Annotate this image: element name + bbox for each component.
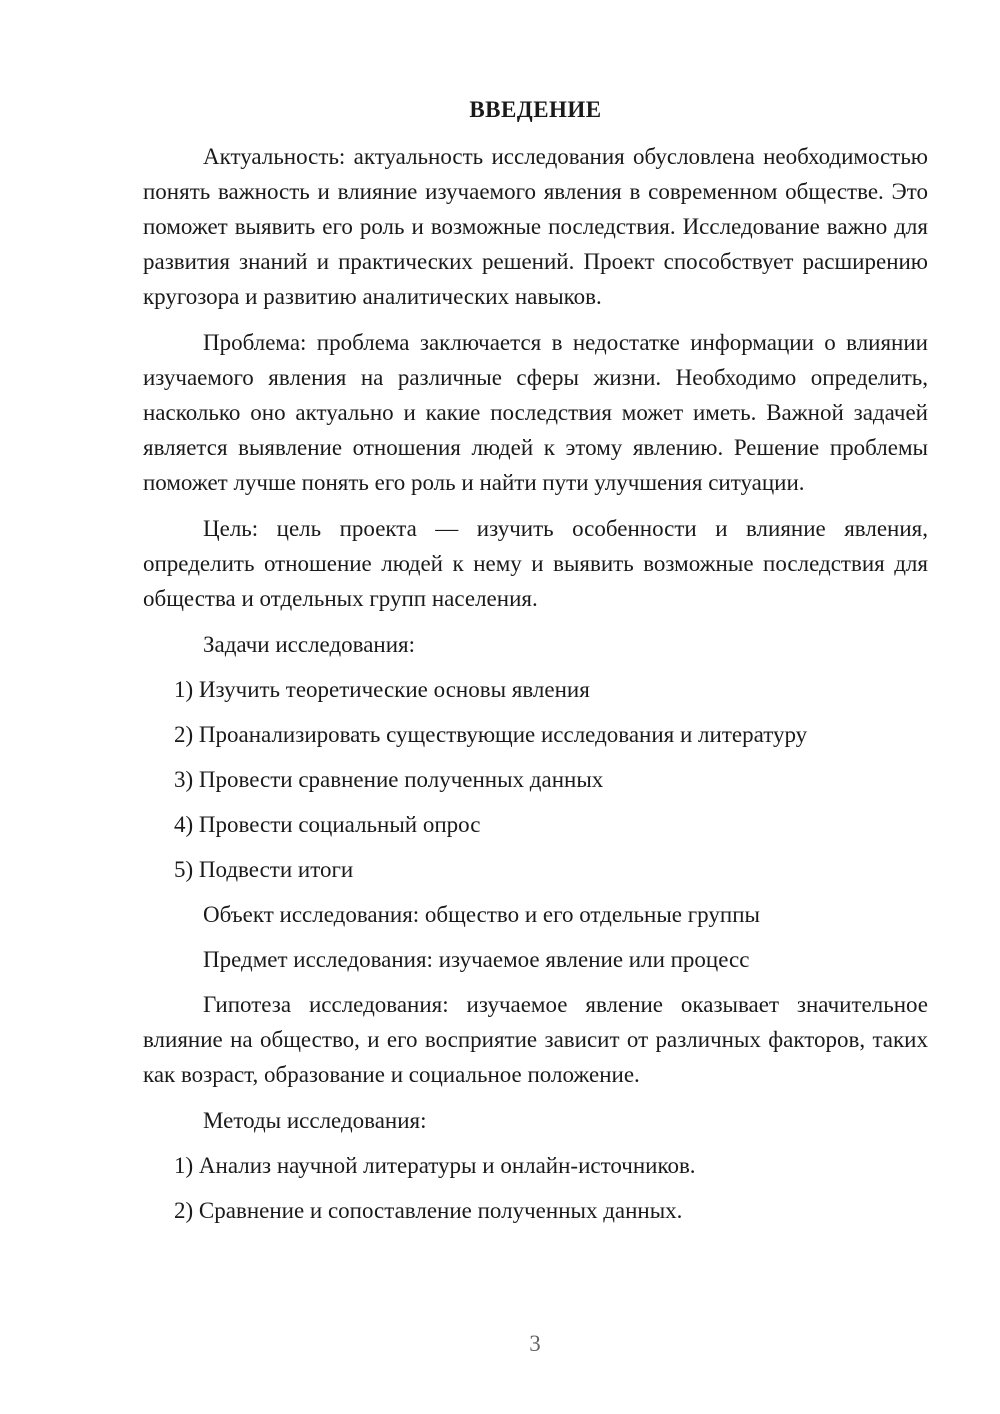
problem-paragraph: Проблема: проблема заключается в недостатке информации о влиянии изучаемого явления на различные сферы жизни. Необходимо определить, насколько оно актуально и какие последствия может иметь. Важной задачей является выявление отношения людей к этому явлению. Решение проблемы поможет лучше понять его роль и найти пути улучшения ситуации. <box>143 330 928 495</box>
list-item: 2) Проанализировать существующие исследования и литературу <box>174 722 808 747</box>
subject-line: Предмет исследования: изучаемое явление или процесс <box>203 947 750 972</box>
page-content <box>143 92 928 1238</box>
list-item: 2) Сравнение и сопоставление полученных данных. <box>174 1198 683 1223</box>
relevance-paragraph: Актуальность: актуальность исследования обусловлена необходимостью понять важность и влияние изучаемого явления в современном обществе. Это поможет выявить его роль и возможные последствия. Исследование важно для развития знаний и практических решений. Проект способствует расширению кругозора и развитию аналитических навыков. <box>143 144 928 309</box>
object-line: Объект исследования: общество и его отдельные группы <box>203 902 760 927</box>
list-item: 3) Провести сравнение полученных данных <box>174 767 604 792</box>
methods-list <box>143 1148 928 1228</box>
list-item: 1) Изучить теоретические основы явления <box>174 677 590 702</box>
list-item: 5) Подвести итоги <box>174 857 354 882</box>
tasks-list <box>143 672 928 887</box>
tasks-title: Задачи исследования: <box>203 632 416 657</box>
hypothesis-paragraph: Гипотеза исследования: изучаемое явление оказывает значительное влияние на общество, и его восприятие зависит от различных факторов, таких как возраст, образование и социальное положение. <box>143 992 928 1087</box>
list-item: 4) Провести социальный опрос <box>174 812 481 837</box>
section-heading: ВВЕДЕНИЕ <box>469 97 602 122</box>
page-number: 3 <box>529 1331 541 1356</box>
methods-title: Методы исследования: <box>203 1108 427 1133</box>
list-item: 1) Анализ научной литературы и онлайн-источников. <box>174 1153 696 1178</box>
goal-paragraph: Цель: цель проекта — изучить особенности и влияние явления, определить отношение людей к нему и выявить возможные последствия для общества и отдельных групп населения. <box>143 516 928 611</box>
